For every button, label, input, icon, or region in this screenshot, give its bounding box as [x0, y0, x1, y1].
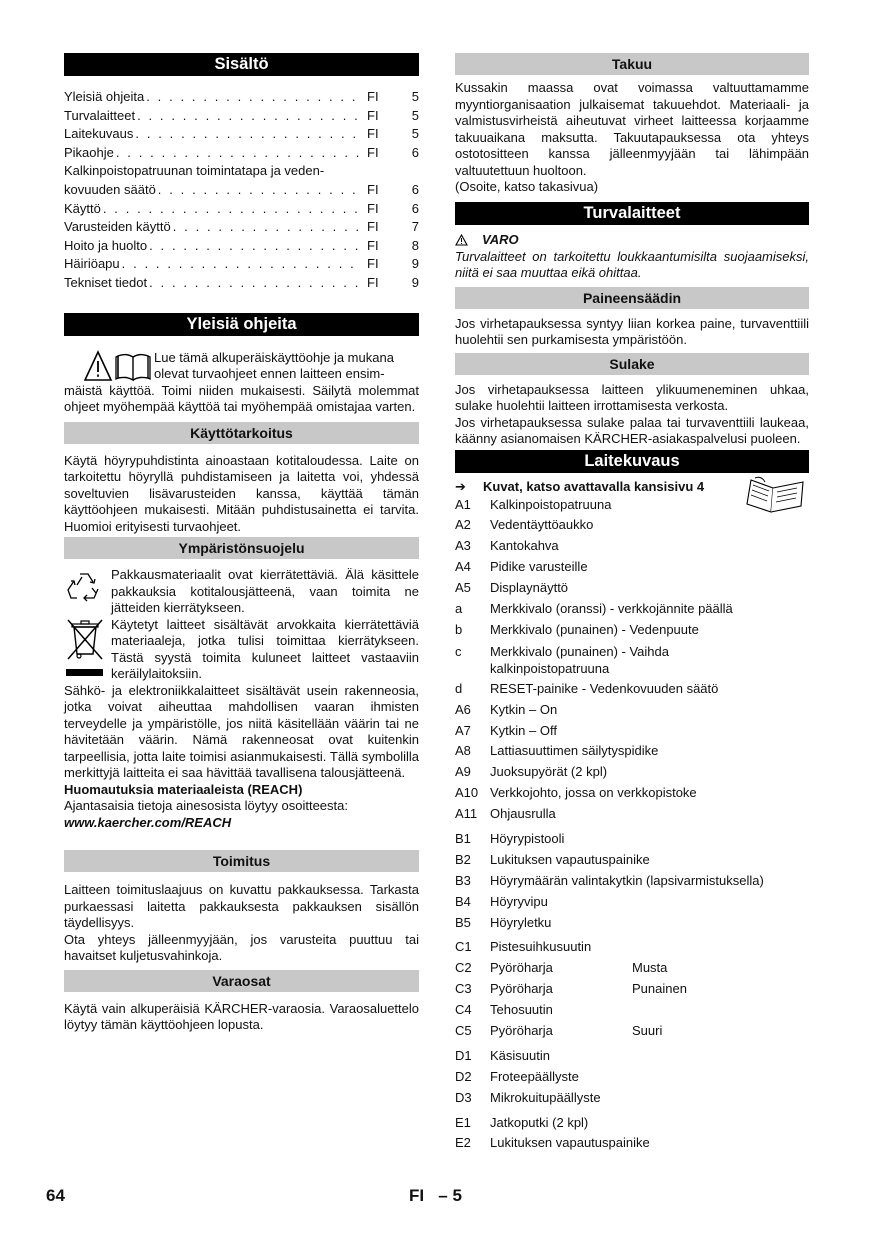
item-name: Merkkivalo (punainen) - Vaihda kalkinpoistopatruuna	[490, 643, 669, 676]
item-code: A7	[455, 722, 471, 738]
item-name: Käsisuutin	[490, 1047, 550, 1063]
toc-entry-title: Turvalaitteet	[64, 107, 136, 123]
list-item	[455, 515, 809, 536]
item-variant: Punainen	[632, 981, 687, 997]
delivery-text-1: Laitteen toimituslaajuus on kuvattu pakkauksessa. Tarkasta purkaessasi laitetta pakkauksesta pakkauksen sisällön täydellisyys.	[64, 882, 419, 931]
item-name: Froteepäällyste	[490, 1068, 579, 1084]
item-code: A1	[455, 496, 471, 512]
fuse-text-2: Jos virhetapauksessa sulake palaa tai turvaventtiili laukeaa, käänny asianomaisen KÄRCHER-asiakaspalvelusi puoleen.	[455, 414, 809, 446]
list-item	[455, 913, 809, 934]
crossed-bin-icon	[66, 617, 104, 679]
item-code: E1	[455, 1114, 471, 1130]
list-item	[455, 679, 809, 700]
toc-entry[interactable]	[64, 88, 419, 107]
item-name: Pyöröharja	[490, 981, 553, 997]
item-name: Pidike varusteille	[490, 559, 588, 575]
list-item	[455, 578, 809, 599]
item-code: C2	[455, 960, 472, 976]
item-code: D2	[455, 1068, 472, 1084]
pressure-heading: Paineensäädin	[455, 287, 809, 309]
toc-entry-lang: FI	[367, 237, 379, 253]
list-item	[455, 871, 809, 892]
item-name: Höyrymäärän valintakytkin (lapsivarmistuksella)	[490, 872, 764, 888]
toc-entry[interactable]	[64, 125, 419, 144]
reach-link[interactable]: www.kaercher.com/REACH	[64, 814, 232, 830]
toc-entry-title: Käyttö	[64, 200, 101, 216]
toc-entry-title: Yleisiä ohjeita	[64, 89, 145, 104]
toc-entry-wrapped-prefix: Kalkinpoistopatruunan toimintatapa ja veden-	[64, 163, 325, 179]
item-code: C1	[455, 939, 472, 955]
toc-entry-page: 9	[411, 256, 419, 272]
toc-entry-lang: FI	[367, 256, 379, 272]
toc-entry-page: 5	[411, 126, 419, 142]
list-item	[455, 641, 809, 679]
toc-entry-lang: FI	[367, 107, 379, 123]
toc-entry-lang: FI	[367, 89, 379, 104]
item-name: Merkkivalo (oranssi) - verkkojännite päällä	[490, 600, 733, 616]
item-code: A10	[455, 785, 479, 801]
toc-entry-title: Hoito ja huolto	[64, 237, 148, 253]
toc-entry-lang: FI	[367, 144, 379, 160]
item-name: Höyryvipu	[490, 893, 548, 909]
language-page-label: FI – 5	[409, 1186, 462, 1205]
item-name: Jatkoputki (2 kpl)	[490, 1114, 589, 1130]
safety-warning-row	[455, 232, 809, 249]
item-code: d	[455, 680, 463, 696]
right-column	[455, 53, 809, 1154]
item-code: B5	[455, 914, 471, 930]
electronics-text: Sähkö- ja elektroniikkalaitteet sisältävät usein rakenneosia, jotka voivat aiheuttaa mahdollisen vaaran ihmisten terveydelle ja ympäristölle, jos niitä käsitellään väärin tai ne hävitetään väärin. Nämä rakenneosat ovat kuitenkin tarpeellisia, jotta laite toimisi asianmukaisesti. Tällä symbolilla merkittyjä laitteita ei saa hävittää tavallisena talousjätteenä.	[64, 682, 419, 781]
item-name: RESET-painike - Vedenkovuuden säätö	[490, 680, 719, 696]
list-item	[455, 1088, 809, 1109]
list-item	[455, 958, 809, 979]
item-code: b	[455, 621, 463, 637]
item-name: Mikrokuitupäällyste	[490, 1089, 601, 1105]
item-code: D1	[455, 1047, 472, 1063]
toc-entry-page: 6	[411, 200, 419, 216]
item-name: Kantokahva	[490, 538, 559, 554]
toc-entry[interactable]	[64, 200, 419, 219]
list-item	[455, 850, 809, 871]
item-name: Kytkin – On	[490, 701, 558, 717]
environment-section	[64, 567, 419, 831]
intended-use-text: Käytä höyrypuhdistinta ainoastaan kotitaloudessa. Laite on tarkoitettu höyryllä puhdistamiseen ja laitetta voi, yhdessä soveltuvien lisävarusteiden kanssa, käyttää tämän käyttöohjeen mukaisesti. Mitään puhdistusainetta ei tarvita. Huomioi erityisesti turvaohjeet.	[64, 452, 419, 534]
left-column	[64, 53, 419, 1034]
item-code: B4	[455, 893, 471, 909]
toc-entry-title: Varusteiden käyttö	[64, 219, 171, 235]
item-code: A11	[455, 806, 478, 822]
delivery-heading: Toimitus	[64, 850, 419, 872]
toc-heading: Sisältö	[64, 53, 419, 76]
item-code: A5	[455, 580, 471, 596]
toc-entry-page: 9	[411, 274, 419, 290]
warranty-heading: Takuu	[455, 53, 809, 75]
toc-entry[interactable]	[64, 181, 419, 200]
list-item	[455, 741, 809, 762]
item-name: Pyöröharja	[490, 960, 553, 976]
item-code: E2	[455, 1135, 471, 1151]
toc-entry-lang: FI	[367, 200, 379, 216]
item-name: Tehosuutin	[490, 1002, 553, 1018]
table-of-contents	[64, 88, 419, 293]
safety-heading: Turvalaitteet	[455, 202, 809, 225]
item-code: A6	[455, 701, 471, 717]
delivery-text-2: Ota yhteys jälleenmyyjään, jos varusteita puuttuu tai havaitset kuljetusvahinkoja.	[64, 931, 419, 964]
toc-entry-page: 5	[411, 89, 419, 104]
toc-entry-title: Tekniset tiedot	[64, 274, 148, 290]
item-name: Pyöröharja	[490, 1022, 553, 1038]
item-name: Lukituksen vapautuspainike	[490, 851, 650, 867]
weee-text: Käytetyt laitteet sisältävät arvokkaita kierrätettäviä materiaaleja, jotka tulisi toimittaa kierrätykseen. Tästä syystä toimita kuluneet laitteet vastaaviin keräilylaitoksiin.	[111, 616, 419, 682]
fold-out-cover-icon	[745, 476, 807, 514]
toc-entry[interactable]	[64, 218, 419, 237]
list-item	[455, 1000, 809, 1021]
general-intro-text: mäistä käyttöä. Toimi niiden mukaisesti. Säilytä molemmat ohjeet myöhempää käyttöä tai myöhempää omistajaa varten.	[64, 382, 419, 415]
packaging-text: Pakkausmateriaalit ovat kierrätettäviä. Älä käsittele pakkauksia kotitalousjätteenä, vaan toimita ne jätteiden kierrätykseen.	[111, 567, 419, 616]
warranty-text: Kussakin maassa ovat voimassa valtuuttamamme myyntiorganisaation julkaisemat takuuehdot. Materiaali- ja valmistusvirheistä aiheutuvat virheet laitteessa korjaamme takuuaikana maksutta. Takuutapauksessa ota yhteys ostotositteen kanssa jälleenmyyjään tai lähimpään valtuutettuun huoltoon.	[455, 80, 809, 178]
item-code: C4	[455, 1002, 472, 1018]
toc-entry[interactable]	[64, 255, 419, 274]
list-item	[455, 804, 809, 825]
item-code: C5	[455, 1022, 472, 1038]
list-item	[455, 783, 809, 804]
item-name: Lattiasuuttimen säilytyspidike	[490, 743, 659, 759]
item-name: Kalkinpoistopatruuna	[490, 496, 612, 512]
list-item	[455, 1133, 809, 1154]
list-item	[455, 700, 809, 721]
item-code: A2	[455, 517, 471, 533]
reach-title: Huomautuksia materiaaleista (REACH)	[64, 781, 303, 797]
toc-entry-title: kovuuden säätö	[64, 181, 156, 197]
environment-heading: Ympäristönsuojelu	[64, 537, 419, 559]
item-name: Ohjausrulla	[490, 806, 556, 822]
spares-text: Käytä vain alkuperäisiä KÄRCHER-varaosia. Varaosaluettelo löytyy tämän käyttöohjeen lopusta.	[64, 1000, 419, 1033]
toc-entry-title: Laitekuvaus	[64, 126, 134, 142]
item-name: Verkkojohto, jossa on verkkopistoke	[490, 785, 697, 801]
item-code: D3	[455, 1089, 472, 1105]
device-section	[455, 478, 809, 1155]
item-code: A9	[455, 764, 471, 780]
toc-entry-lang: FI	[367, 126, 379, 142]
warranty-address: (Osoite, katso takasivua)	[455, 179, 599, 194]
toc-entry[interactable]	[64, 107, 419, 126]
item-code: A3	[455, 538, 471, 554]
item-code: C3	[455, 981, 472, 997]
device-heading: Laitekuvaus	[455, 450, 809, 473]
list-item	[455, 1113, 809, 1134]
list-item	[455, 536, 809, 557]
toc-entry-title: Pikaohje	[64, 144, 114, 160]
item-name: Kytkin – Off	[490, 722, 557, 738]
device-list	[455, 495, 809, 1155]
list-item	[455, 892, 809, 913]
toc-entry[interactable]	[64, 274, 419, 293]
item-name: Juoksupyörät (2 kpl)	[490, 764, 608, 780]
general-heading: Yleisiä ohjeita	[64, 313, 419, 336]
toc-entry[interactable]	[64, 237, 419, 256]
reach-text: Ajantasaisia tietoja ainesosista löytyy osoitteesta:	[64, 798, 348, 814]
device-note: Kuvat, katso avattavalla kansisivu 4	[483, 478, 705, 494]
item-name: Displaynäyttö	[490, 580, 569, 596]
recycling-icon	[65, 569, 103, 607]
list-item	[455, 721, 809, 742]
item-code: A8	[455, 743, 471, 759]
list-item	[455, 599, 809, 620]
item-name: Merkkivalo (punainen) - Vedenpuute	[490, 621, 699, 637]
list-item	[455, 979, 809, 1000]
toc-entry[interactable]	[64, 144, 419, 163]
list-item	[455, 762, 809, 783]
list-item	[455, 1021, 809, 1042]
item-name: Höyryletku	[490, 914, 552, 930]
general-intro-line-1: Lue tämä alkuperäiskäyttöohje ja mukana	[154, 349, 394, 365]
item-code: B2	[455, 851, 471, 867]
toc-entry-page: 5	[411, 107, 419, 123]
general-section	[64, 350, 419, 416]
toc-entry-page: 8	[411, 237, 419, 253]
read-manual-icon	[84, 350, 152, 384]
spares-heading: Varaosat	[64, 970, 419, 992]
toc-entry-page: 6	[411, 144, 419, 160]
pressure-text: Jos virhetapauksessa syntyy liian korkea paine, turvaventtiili huolehtii sen purkamisesta ympäristöön.	[455, 315, 809, 347]
arrow-right-icon: ➔	[455, 478, 466, 494]
list-item	[455, 937, 809, 958]
safety-warning-text: Turvalaitteet on tarkoitettu loukkaantumisilta suojaamiseksi, niitä ei saa muuttaa eikä ohittaa.	[455, 248, 809, 280]
toc-entry-title: Häiriöapu	[64, 256, 120, 272]
item-code: B1	[455, 830, 471, 846]
toc-entry-page: 6	[411, 181, 419, 197]
toc-entry-lang: FI	[367, 181, 379, 197]
list-item	[455, 557, 809, 578]
item-name: Höyrypistooli	[490, 830, 565, 846]
warning-triangle-icon	[455, 234, 468, 246]
item-code: a	[455, 600, 463, 616]
item-code: c	[455, 643, 462, 659]
fuse-text-1: Jos virhetapauksessa laitteen ylikuumeneminen uhkaa, sulake huolehtii laitteen irrottamisesta verkosta.	[455, 381, 809, 413]
list-item	[455, 829, 809, 850]
general-intro-line-2: olevat turvaohjeet ennen laitteen ensim-	[154, 366, 385, 382]
list-item	[455, 620, 809, 641]
item-code: A4	[455, 559, 471, 575]
item-name: Vedentäyttöaukko	[490, 517, 594, 533]
list-item	[455, 1046, 809, 1067]
item-name: Lukituksen vapautuspainike	[490, 1135, 650, 1151]
toc-entry-lang: FI	[367, 274, 379, 290]
weee-block	[64, 617, 419, 683]
page-number: 64	[46, 1186, 65, 1205]
item-variant: Suuri	[632, 1022, 663, 1038]
fuse-heading: Sulake	[455, 353, 809, 375]
item-variant: Musta	[632, 960, 668, 976]
toc-entry-lang: FI	[367, 219, 379, 235]
item-code: B3	[455, 872, 471, 888]
intended-use-heading: Käyttötarkoitus	[64, 422, 419, 444]
warning-label: VARO	[482, 231, 519, 247]
list-item	[455, 1067, 809, 1088]
item-name: Pistesuihkusuutin	[490, 939, 592, 955]
toc-entry-page: 7	[411, 219, 419, 235]
